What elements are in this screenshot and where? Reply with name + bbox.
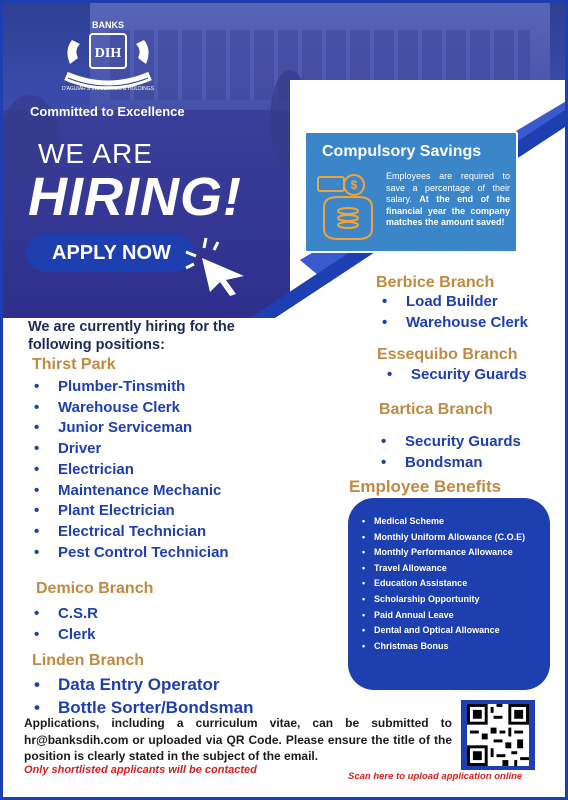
list-item: • Warehouse Clerk [382, 313, 528, 334]
branch-berbice: Berbice Branch [376, 274, 495, 291]
svg-text:D'AGUIAR'S INDUSTRIES & HOLDIN: D'AGUIAR'S INDUSTRIES & HOLDINGS [62, 86, 154, 92]
we-are-text: WE ARE [38, 138, 153, 169]
list-item: • Warehouse Clerk [34, 398, 229, 419]
essequibo-positions [387, 365, 527, 386]
tagline: Committed to Excellence [30, 104, 185, 119]
savings-match-text: At the end of the financial year the company matches the amount saved! [386, 194, 510, 227]
compulsory-savings-card [304, 131, 518, 253]
list-item: • Junior Serviceman [34, 418, 229, 439]
apply-now-button[interactable]: APPLY NOW [26, 234, 194, 272]
list-item: • Plumber-Tinsmith [34, 377, 229, 398]
money-savings-icon [314, 171, 380, 243]
list-item: • Monthly Uniform Allowance (C.O.E) [362, 530, 550, 546]
list-item: • Bondsman [381, 453, 521, 474]
employee-benefits-heading: Employee Benefits [349, 477, 502, 496]
list-item: • Travel Allowance [362, 561, 550, 577]
branch-demico: Demico Branch [36, 580, 154, 597]
list-item: • Scholarship Opportunity [362, 592, 550, 608]
list-item: • Electrical Technician [34, 522, 229, 543]
qr-code[interactable] [461, 700, 535, 770]
demico-positions [34, 604, 98, 645]
qr-code-icon [466, 704, 530, 766]
list-item: • Medical Scheme [362, 514, 550, 530]
list-item: • C.S.R [34, 604, 98, 625]
cursor-click-icon [178, 232, 250, 298]
list-item: • Security Guards [381, 432, 521, 453]
list-item: • Bottle Sorter/Bondsman [34, 696, 254, 719]
intro-text: We are currently hiring for the following positions: [28, 319, 235, 353]
list-item: • Plant Electrician [34, 501, 229, 522]
list-item: • Paid Annual Leave [362, 608, 550, 624]
list-item: • Electrician [34, 460, 229, 481]
list-item: • Security Guards [387, 365, 527, 386]
benefits-header: Employee Benefits [302, 86, 464, 106]
list-item: • Monthly Performance Allowance [362, 545, 550, 561]
savings-description: Employees are required to save a percentage of their salary. [386, 171, 510, 204]
branch-bartica: Bartica Branch [379, 401, 493, 418]
list-item: • Pest Control Technician [34, 543, 229, 564]
list-item: • Data Entry Operator [34, 673, 254, 696]
list-item: • Load Builder [382, 292, 528, 313]
applications-text: Applications, including a curriculum vitae, can be submitted to hr@banksdih.com or uploaded via QR Code. Please ensure the title of the position is clearly stated in the subject of the email. [24, 716, 452, 763]
list-item: • Christmas Bonus [362, 639, 550, 655]
branch-thirst-park: Thirst Park [32, 356, 116, 373]
thirst-park-positions [34, 377, 229, 563]
linden-positions [34, 673, 254, 719]
shortlist-note: Only shortlisted applicants will be contacted [24, 764, 257, 776]
list-item: • Driver [34, 439, 229, 460]
banks-dih-logo [58, 18, 158, 102]
berbice-positions [382, 292, 528, 333]
svg-text:$: $ [350, 178, 358, 192]
list-item: • Education Assistance [362, 576, 550, 592]
svg-text:BANKS: BANKS [91, 20, 125, 30]
svg-text:DIH: DIH [94, 46, 122, 61]
list-item: • Clerk [34, 625, 98, 646]
list-item: • Dental and Optical Allowance [362, 623, 550, 639]
bartica-positions [381, 432, 521, 473]
branch-essequibo: Essequibo Branch [377, 346, 518, 363]
hiring-headline: HIRING! [28, 167, 242, 227]
employee-benefits-box [348, 498, 550, 690]
savings-title: Compulsory Savings [322, 143, 482, 160]
list-item: • Maintenance Mechanic [34, 481, 229, 502]
scan-note: Scan here to upload application online [348, 771, 523, 782]
branch-linden: Linden Branch [32, 652, 145, 669]
